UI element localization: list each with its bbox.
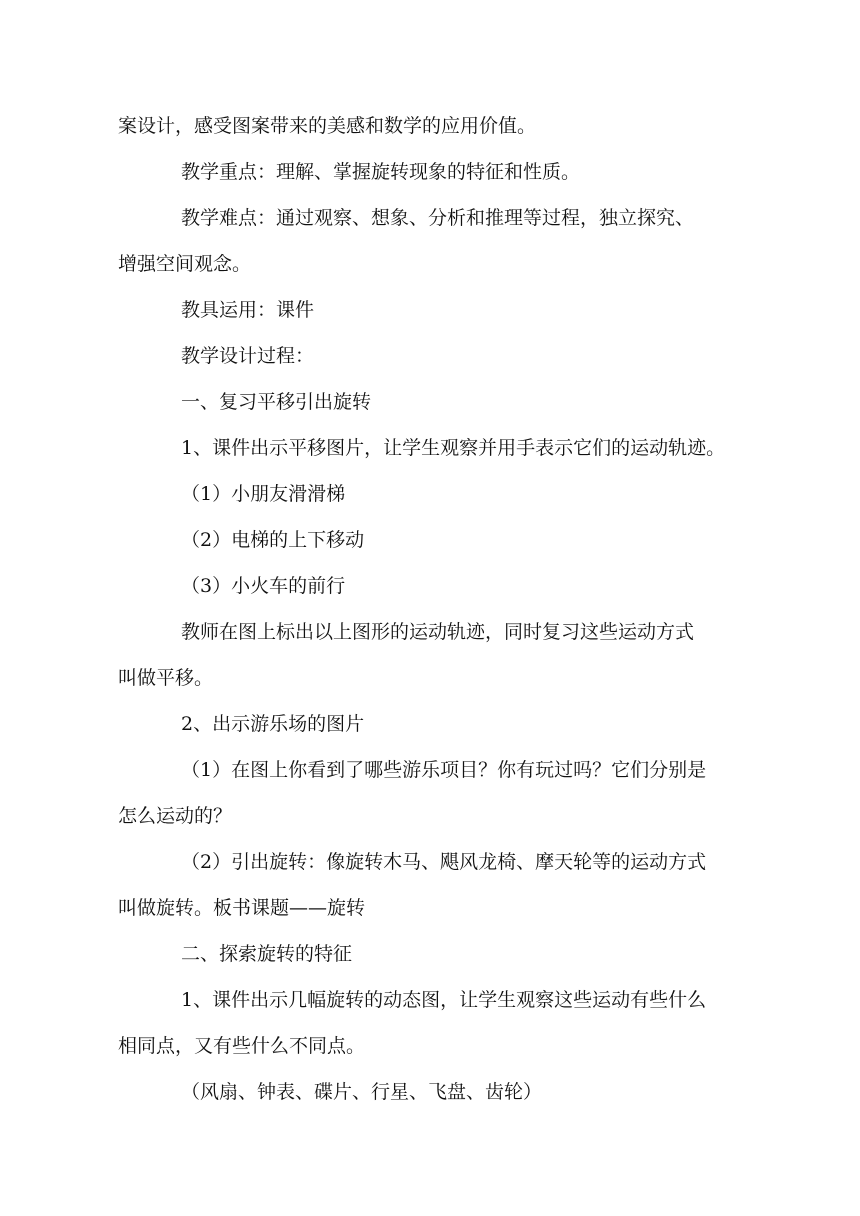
line-text: （2）电梯的上下移动 [181,529,365,551]
line-text: （1）在图上你看到了哪些游乐项目？你有玩过吗？它们分别是 [181,759,707,781]
line-text: （2）引出旋转：像旋转木马、飓风龙椅、摩天轮等的运动方式 [181,851,707,873]
line-text: 2、出示游乐场的图片 [181,713,365,735]
line-text: 教学重点：理解、掌握旋转现象的特征和性质。 [181,161,581,183]
line-text: 案设计，感受图案带来的美感和数学的应用价值。 [118,115,537,137]
line-text: （1）小朋友滑滑梯 [181,483,346,505]
line-text: 教具运用：课件 [181,299,315,321]
line-text: 怎么运动的？ [118,805,233,827]
line-text: （风扇、钟表、碟片、行星、飞盘、齿轮） [181,1081,543,1103]
line-text: 增强空间观念。 [118,253,252,275]
line-text: 二、探索旋转的特征 [181,943,353,965]
line-text: 教学设计过程： [181,345,315,367]
line-text: 叫做平移。 [118,667,214,689]
line-text: 一、复习平移引出旋转 [181,391,372,413]
line-text: 1、课件出示平移图片，让学生观察并用手表示它们的运动轨迹。 [181,437,726,459]
line-text: 叫做旋转。板书课题——旋转 [118,897,366,919]
line-text: 教师在图上标出以上图形的运动轨迹，同时复习这些运动方式 [181,621,695,643]
line-text: 教学难点：通过观察、想象、分析和推理等过程，独立探究、 [181,207,695,229]
line-text: 1、课件出示几幅旋转的动态图，让学生观察这些运动有些什么 [181,989,707,1011]
line-text: 相同点，又有些什么不同点。 [118,1035,366,1057]
line-text: （3）小火车的前行 [181,575,346,597]
